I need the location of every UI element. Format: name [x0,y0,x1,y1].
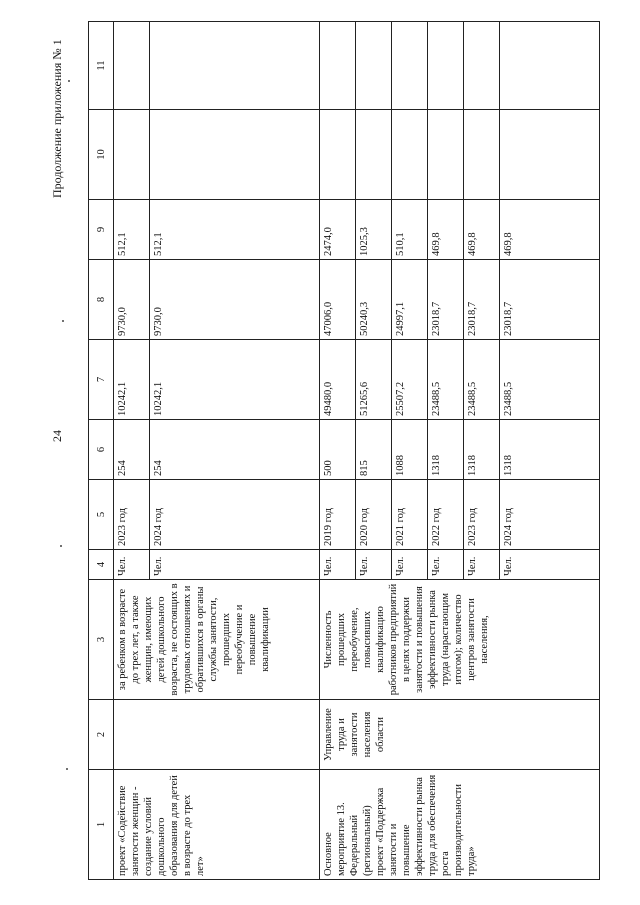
column-header: 4 [89,550,114,580]
value-cell: 1318 [500,420,600,480]
value-cell: 469,8 [464,200,500,260]
value-cell: 1025,3 [356,200,392,260]
value-cell: 23488,5 [500,340,600,420]
column-number-row [89,22,114,880]
rotated-table-wrapper [88,22,600,880]
value-cell [392,22,428,110]
table-row [114,22,150,880]
unit-cell: Чел. [356,550,392,580]
value-cell: 9730,0 [150,260,320,340]
value-cell: 1318 [428,420,464,480]
value-cell: 23018,7 [464,260,500,340]
year-cell: 2021 год [392,480,428,550]
responsible-cell: Управление труда и занятости населения области [320,700,600,770]
value-cell [114,110,150,200]
value-cell [356,22,392,110]
value-cell [464,110,500,200]
column-header: 10 [89,110,114,200]
value-cell: 815 [356,420,392,480]
value-cell [114,22,150,110]
project-name-cell: проект «Содействие занятости женщин - создание условий дошкольного образования для детей в возрасте до трех лет» [114,770,320,880]
unit-cell: Чел. [320,550,356,580]
unit-cell: Чел. [500,550,600,580]
value-cell: 469,8 [428,200,464,260]
unit-cell: Чел. [114,550,150,580]
value-cell: 10242,1 [150,340,320,420]
unit-cell: Чел. [392,550,428,580]
value-cell [320,22,356,110]
unit-cell: Чел. [428,550,464,580]
column-header: 2 [89,700,114,770]
column-header: 7 [89,340,114,420]
value-cell: 23488,5 [428,340,464,420]
year-cell: 2023 год [114,480,150,550]
year-cell: 2022 год [428,480,464,550]
value-cell: 512,1 [150,200,320,260]
value-cell: 1088 [392,420,428,480]
year-cell: 2024 год [150,480,320,550]
column-header: 11 [89,22,114,110]
scan-dot [66,768,68,770]
value-cell: 469,8 [500,200,600,260]
value-cell [428,22,464,110]
column-header: 9 [89,200,114,260]
indicator-cell: Численность прошедших переобучение, повысивших квалификацию работников предприятий в целях поддержки занятости и повышения эффективности рынка труда (нарастающим итогом); количество центров занятости населения, [320,580,600,700]
value-cell [150,110,320,200]
value-cell: 254 [114,420,150,480]
year-cell: 2024 год [500,480,600,550]
value-cell: 512,1 [114,200,150,260]
value-cell: 23488,5 [464,340,500,420]
value-cell [392,110,428,200]
value-cell [150,22,320,110]
value-cell: 9730,0 [114,260,150,340]
value-cell [500,22,600,110]
value-cell: 25507,2 [392,340,428,420]
responsible-cell [114,700,320,770]
column-header: 1 [89,770,114,880]
value-cell: 2474,0 [320,200,356,260]
value-cell [500,110,600,200]
column-header: 8 [89,260,114,340]
value-cell [356,110,392,200]
scan-dot [62,320,64,322]
value-cell [464,22,500,110]
value-cell: 500 [320,420,356,480]
unit-cell: Чел. [150,550,320,580]
value-cell: 47006,0 [320,260,356,340]
value-cell: 23018,7 [500,260,600,340]
year-cell: 2020 год [356,480,392,550]
value-cell: 10242,1 [114,340,150,420]
value-cell: 51265,6 [356,340,392,420]
indicator-cell: за ребенком в возрасте до трех лет, а также женщин, имеющих детей дошкольного возраста, не состоящих в трудовых отношениях и обратившихся в органы службы занятости, прошедших переобучение и повышение квалификации [114,580,320,700]
value-cell: 23018,7 [428,260,464,340]
value-cell: 510,1 [392,200,428,260]
value-cell [320,110,356,200]
scan-dot [60,545,62,547]
value-cell: 50240,3 [356,260,392,340]
value-cell: 49480,0 [320,340,356,420]
column-header: 6 [89,420,114,480]
table-row [320,22,356,880]
year-cell: 2023 год [464,480,500,550]
program-table [88,21,600,880]
column-header: 3 [89,580,114,700]
appendix-continuation-note: Продолжение приложения № 1 [50,39,64,198]
page-number: 24 [50,430,64,442]
year-cell: 2019 год [320,480,356,550]
value-cell: 1318 [464,420,500,480]
project-name-cell: Основное мероприятие 13. Федеральный (региональный) проект «Поддержка занятости и повышение эффективности рынка труда для обеспечения роста производительности труда» [320,770,600,880]
unit-cell: Чел. [464,550,500,580]
value-cell: 24997,1 [392,260,428,340]
value-cell: 254 [150,420,320,480]
value-cell [428,110,464,200]
scan-dot [68,80,70,82]
column-header: 5 [89,480,114,550]
